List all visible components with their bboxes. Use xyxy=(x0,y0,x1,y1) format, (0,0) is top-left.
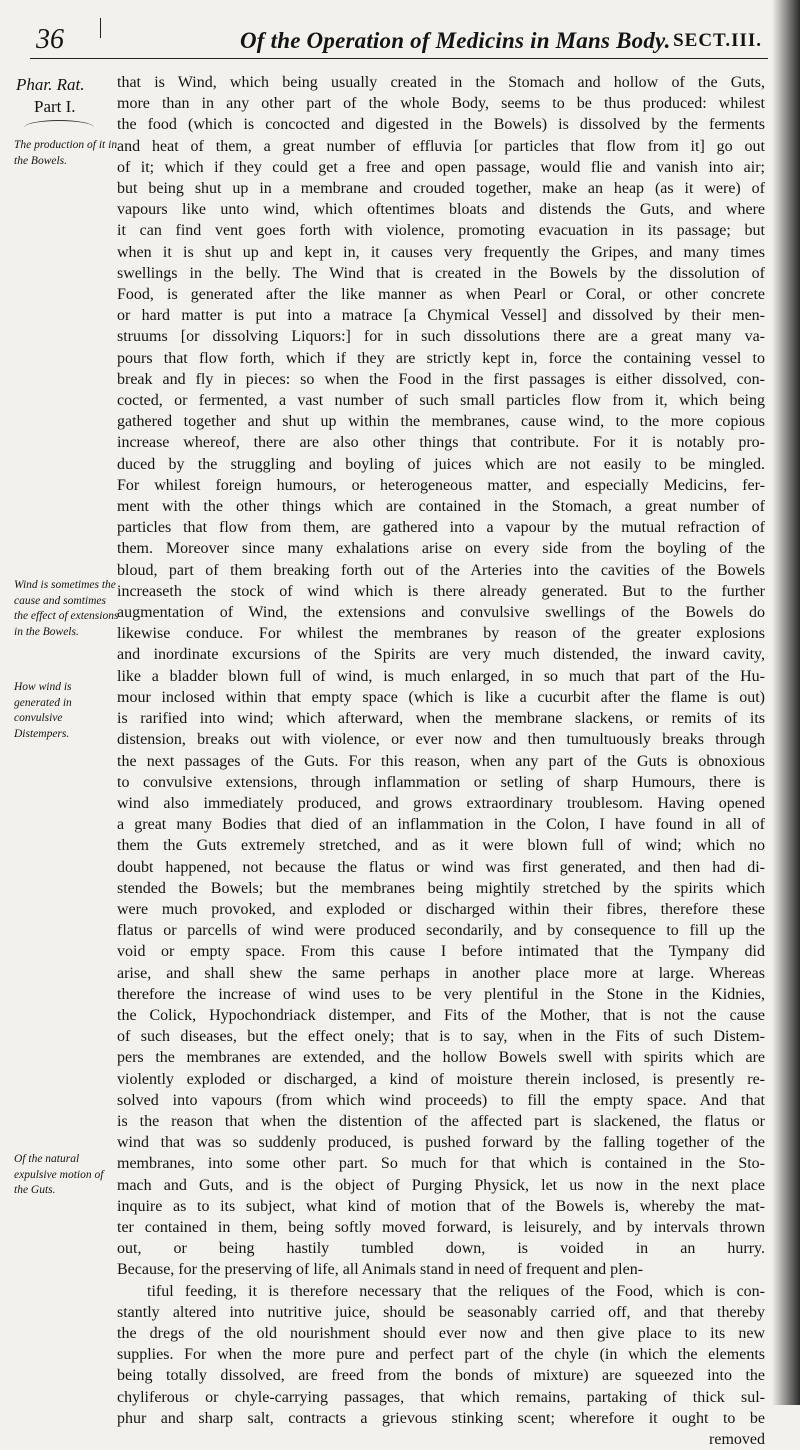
text-line: wind that was so suddenly produced, is pushed forward by the falling together of the xyxy=(117,1134,765,1152)
text-line: doubt happened, not because the flatus or wind was first generated, and then had di- xyxy=(117,858,765,876)
text-line: chyliferous or chyle-carrying passages, that which remains, partaking of thick sul- xyxy=(117,1388,765,1406)
text-line: of it; which if they could get a free and open passage, would flie and vanish into air; xyxy=(117,158,765,176)
text-line: out, or being hastily tumbled down, is voided in an hurry. xyxy=(117,1240,765,1258)
text-line: and heat of them, a great number of effluvia [or particles that flow from it] go out xyxy=(117,137,765,155)
text-line: of such diseases, but the effect onely; that is to say, when in the Fits of such Distem- xyxy=(117,1028,765,1046)
text-line: mour inclosed within that empty space (which is like a cucurbit after the flame is out) xyxy=(117,688,765,706)
text-line: them the Guts extremely stretched, and as it were blown full of wind; which no xyxy=(117,837,765,855)
text-line: being totally dissolved, are freed from the bonds of mixture) are squeezed into the xyxy=(117,1367,765,1385)
body-text xyxy=(117,72,765,1450)
text-line: particles that flow from them, are gathered into a vapour by the mutual refraction of xyxy=(117,519,765,537)
text-line: ter contained in them, being softly moved forward, is leisurely, and by intervals thrown xyxy=(117,1218,765,1236)
text-line: therefore the increase of wind uses to be very plentiful in the Stone in the Kidnies, xyxy=(117,985,765,1003)
page-edge-shadow xyxy=(772,0,800,1405)
text-line: Food, is generated after the like manner as when Pearl or Coral, or other concrete xyxy=(117,286,765,304)
text-line: increase whereof, there are also other things that contribute. For it is notably pro- xyxy=(117,434,765,452)
catchword: removed xyxy=(709,1431,765,1448)
page-number: 36 xyxy=(36,24,64,55)
margin-note: Of the natural expulsive motion of the Guts. xyxy=(14,1153,104,1196)
text-line: increaseth the stock of wind which is there already generated. But to the further xyxy=(117,582,765,600)
text-line: bloud, part of them breaking forth out of the Arteries into the cavities of the Bowels xyxy=(117,561,765,579)
text-line: phur and sharp salt, contracts a grievous stinking scent; wherefore it ought to be xyxy=(117,1409,765,1427)
part-label-line2: Part I. xyxy=(34,97,76,116)
text-line: wind also immediately produced, and grows extraordinary troublesom. Having opened xyxy=(117,794,765,812)
text-line: were much provoked, and exploded or discharged within their fibres, therefore these xyxy=(117,900,765,918)
text-line: ment with the other things which are contained in the Stomach, a great number of xyxy=(117,498,765,516)
text-line: break and fly in pieces: so when the Food in the first passages is either dissolved, con- xyxy=(117,370,765,388)
text-line: tiful feeding, it is therefore necessary that the reliques of the Food, which is con- xyxy=(147,1282,765,1300)
text-line: that is Wind, which being usually created in the Stomach and hollow of the Guts, xyxy=(117,74,765,91)
text-line: gathered together and shut up within the membranes, cause wind, to the more copious xyxy=(117,413,765,431)
text-line: when it is shut up and kept in, it causes very frequently the Gripes, and many times xyxy=(117,243,765,261)
text-line: pers the membranes are extended, and the hollow Bowels swell with spirits which are xyxy=(117,1049,765,1067)
text-line: them. Moreover since many exhalations arise on every side from the boyling of the xyxy=(117,540,765,558)
text-line: the next passages of the Guts. For this reason, when any part of the Guts is obnoxious xyxy=(117,752,765,770)
text-line: stantly altered into nutritive juice, should be seasonably carried off, and that thereby xyxy=(117,1303,765,1321)
text-line: supplies. For when the more pure and perfect part of the chyle (in which the elements xyxy=(117,1346,765,1364)
text-line: inquire as to its subject, what kind of motion that of the Bowels is, whereby the mat- xyxy=(117,1197,765,1215)
text-line: like a bladder blown full of wind, is much enlarged, in so much that part of the Hu- xyxy=(117,667,765,685)
text-line: but being shut up in a membrane and crouded together, make an heap (as it were) of xyxy=(117,180,765,198)
margin-note: The production of it in the Bowels. xyxy=(14,139,118,167)
text-line: it can find vent goes forth with violence, promoting evacuation in its passage; but xyxy=(117,222,765,240)
running-title: Of the Operation of Medicins in Mans Body. xyxy=(240,28,671,53)
text-line: the dregs of the old nourishment should ever now and then give place to its new xyxy=(117,1324,765,1342)
text-line: void or empty space. From this cause I before intimated that the Tympany did xyxy=(117,943,765,961)
header-rule-mark xyxy=(100,18,111,38)
text-line: likewise conduce. For whilest the membranes by reason of the greater explosions xyxy=(117,625,765,643)
text-line: distension, breaks out with violence, or ever now and then tumultuously breaks through xyxy=(117,731,765,749)
text-line: or hard matter is put into a matrace [a Chymical Vessel] and dissolved by their men- xyxy=(117,307,765,325)
text-line: flatus or parcells of wind were produced secondarily, and by consequence to fill up the xyxy=(117,922,765,940)
text-line: more than in any other part of the whole Body, seems to be thus produced: whilest xyxy=(117,95,765,113)
text-line: violently exploded or discharged, a kind of moisture therein inclosed, is presently re- xyxy=(117,1070,765,1088)
text-line: the food (which is concocted and digested in the Bowels) is dissolved by the ferments xyxy=(117,116,765,134)
text-line: to convulsive extensions, through inflammation or setling of sharp Humours, there is xyxy=(117,773,765,791)
text-line: duced by the struggling and boyling of juices which are not easily to be mingled. xyxy=(117,455,765,473)
text-line: membranes, into some other part. So much for that which is contained in the Sto- xyxy=(117,1155,765,1173)
text-line: is the reason that when the distention of the affected part is slackened, the flatus or xyxy=(117,1112,765,1130)
margin-note: How wind is generated in convulsive Distempers. xyxy=(14,681,72,740)
section-label: SECT.III. xyxy=(673,30,762,51)
text-line: a great many Bodies that died of an inflammation in the Colon, I have found in all of xyxy=(117,816,765,834)
margin-note: Wind is sometimes the cause and somtimes the effect of extensions in the Bowels. xyxy=(14,579,119,638)
text-line: solved into vapours (from which wind proceeds) to fill the empty space. And that xyxy=(117,1091,765,1109)
text-line: stended the Bowels; but the membranes being mightily stretched by the spirits which xyxy=(117,879,765,897)
text-line: vapours like unto wind, which oftentimes bloats and distends the Guts, and where xyxy=(117,201,765,219)
text-line: cocted, or fermented, a vast number of such small particles flow from it, which being xyxy=(117,392,765,410)
ornament-flourish xyxy=(24,120,94,135)
text-line: Because, for the preserving of life, all Animals stand in need of frequent and plen- xyxy=(117,1261,644,1279)
text-line: and inordinate excursions of the Spirits are very much distended, the inward cavity, xyxy=(117,646,765,664)
text-line: the Colick, Hypochondriack distemper, and Fits of the Mother, that is not the cause xyxy=(117,1006,765,1024)
part-label xyxy=(16,74,106,118)
text-line: For whilest foreign humours, or heterogeneous matter, and especially Medicins, fer- xyxy=(117,476,765,494)
text-line: mach and Guts, and is the object of Purging Physick, let us now in the next place xyxy=(117,1176,765,1194)
part-label-line1: Phar. Rat. xyxy=(16,75,85,94)
text-line: augmentation of Wind, the extensions and convulsive swellings of the Bowels do xyxy=(117,604,765,622)
text-line: swellings in the belly. The Wind that is created in the Bowels by the dissolution of xyxy=(117,264,765,282)
page-header xyxy=(30,18,768,59)
text-line: pours that flow forth, which if they are strictly kept in, force the containing vessel to xyxy=(117,349,765,367)
text-line: arise, and shall shew the same perhaps in another place more at large. Whereas xyxy=(117,964,765,982)
text-line: is rarified into wind; which afterward, when the membrane slackens, or remits of its xyxy=(117,710,765,728)
text-line: struums [or dissolving Liquors:] for in such dissolutions there are a great many va- xyxy=(117,328,765,346)
